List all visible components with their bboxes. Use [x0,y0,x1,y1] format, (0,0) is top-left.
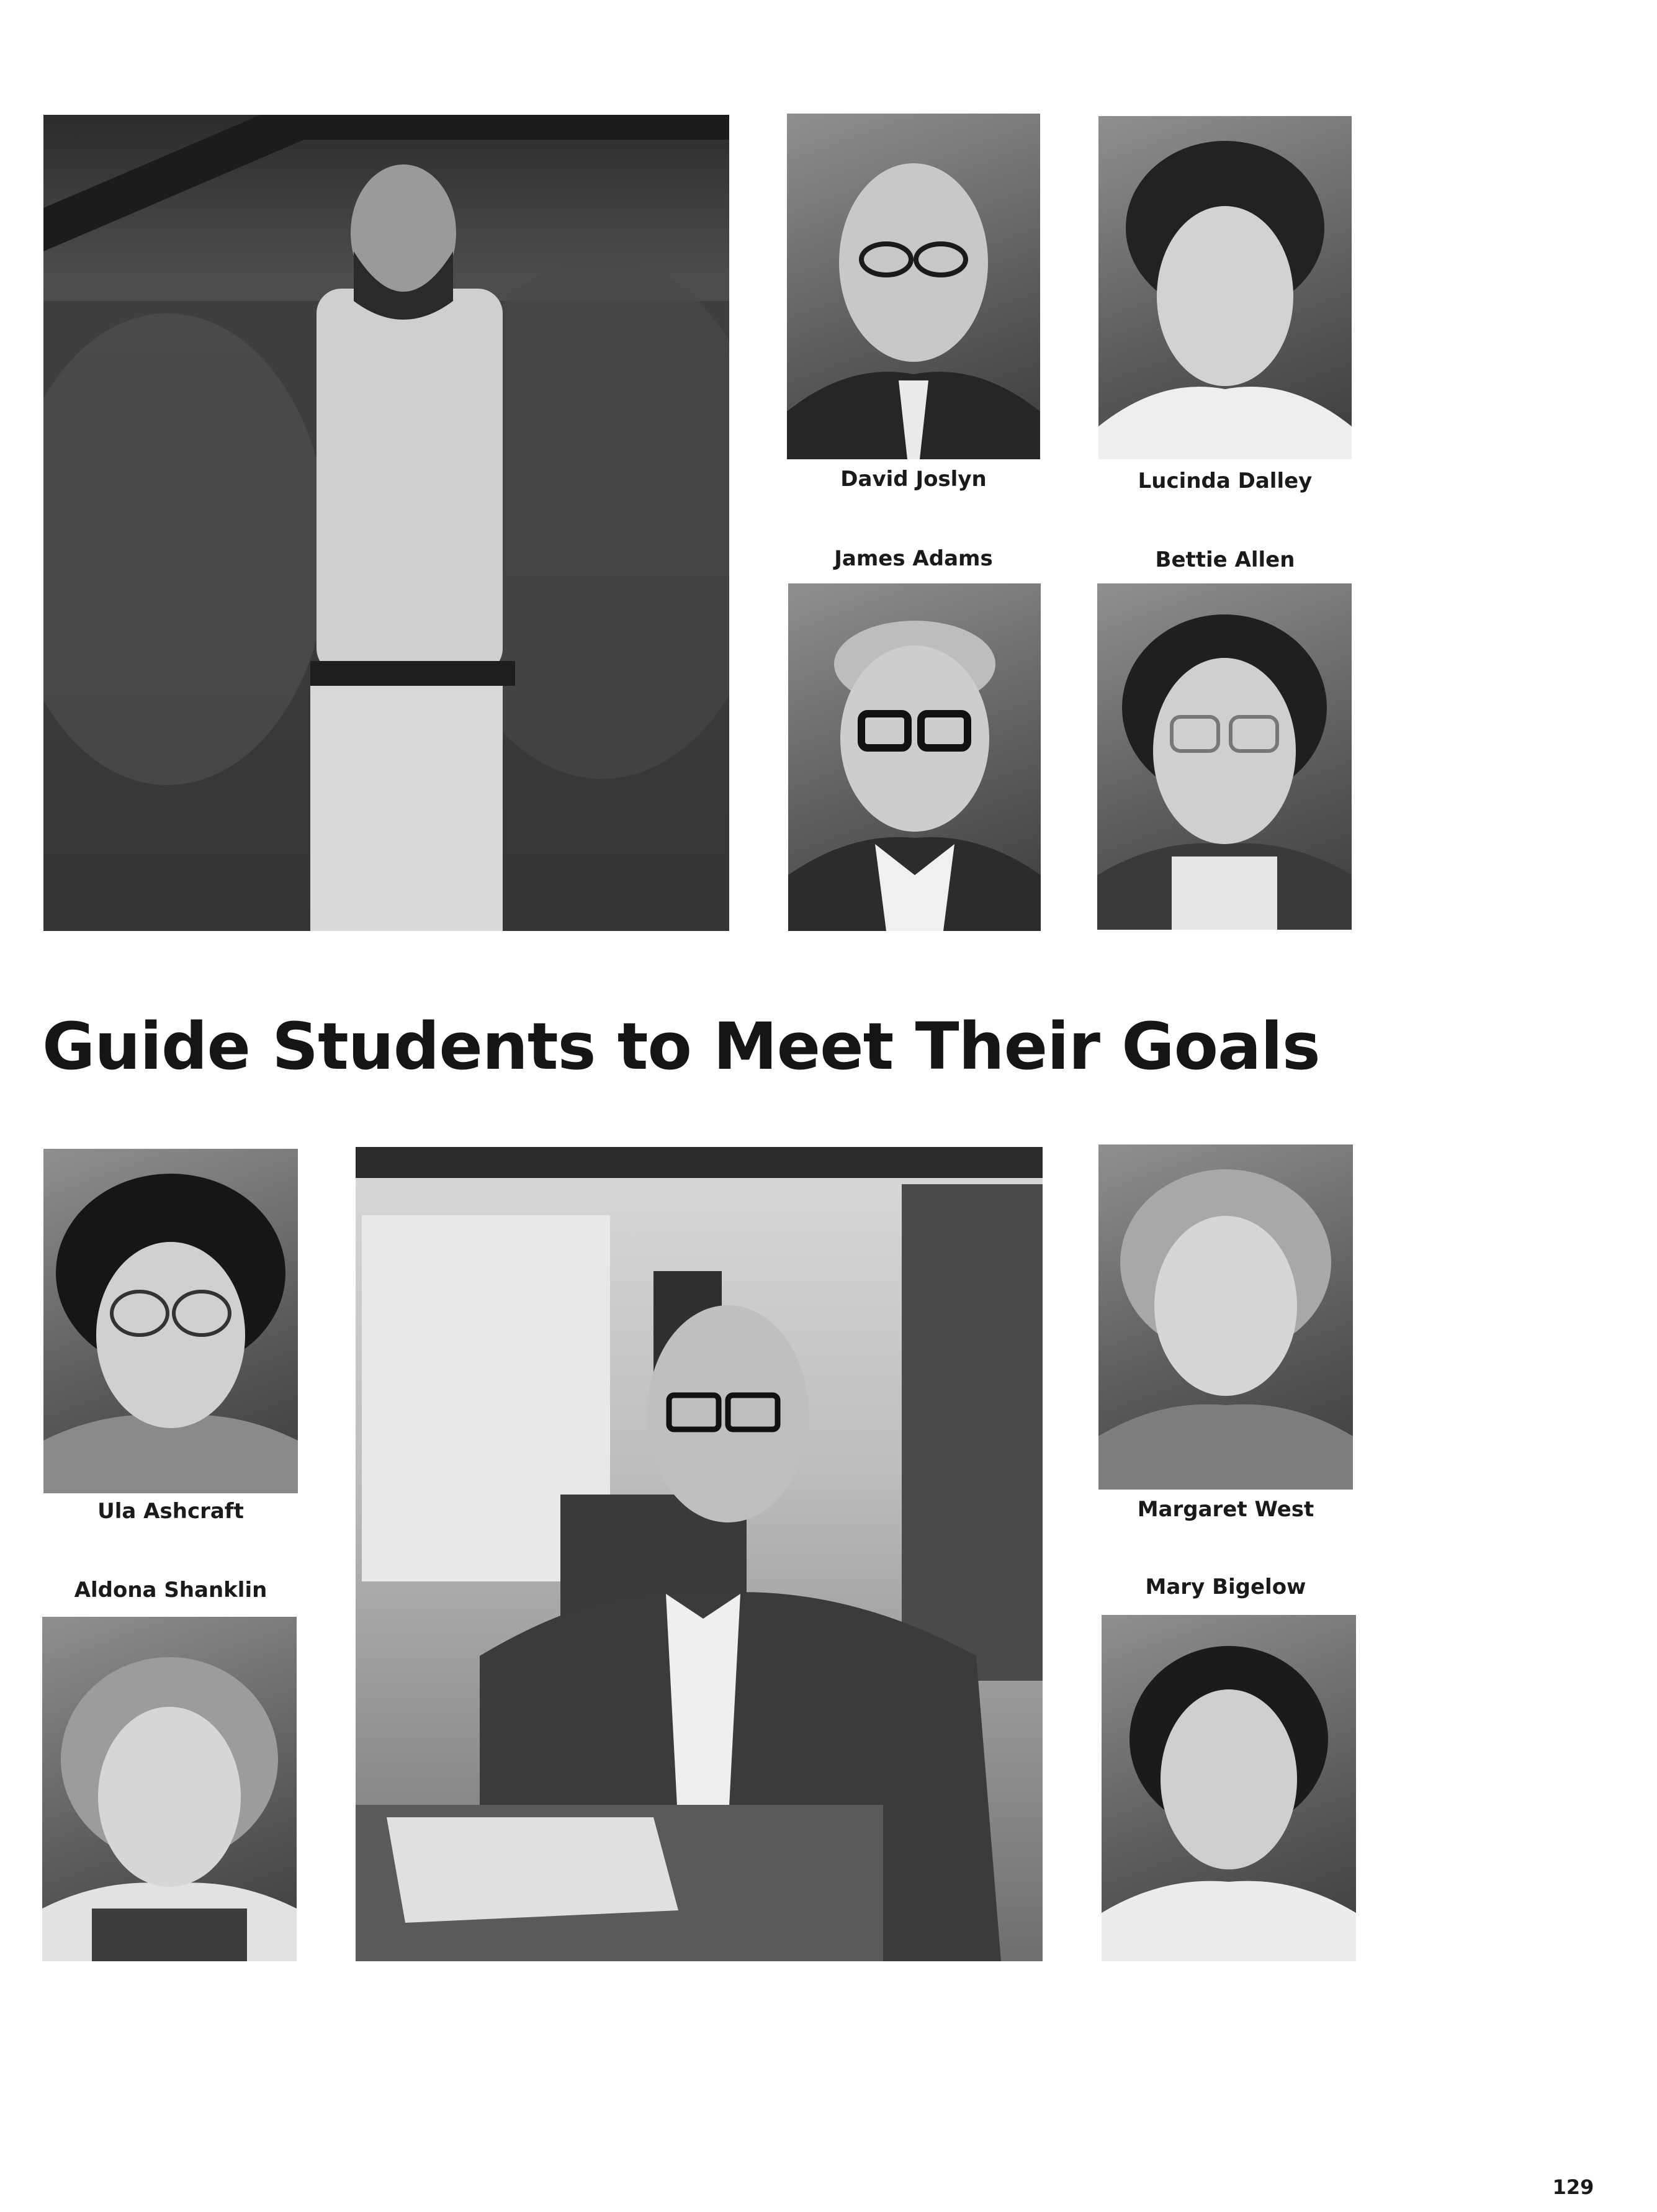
caption-james-adams: James Adams [834,546,993,571]
caption-margaret-west: Margaret West [1137,1497,1314,1522]
portrait-bettie-allen [1097,583,1352,930]
caption-david-joslyn: David Joslyn [840,467,987,492]
portrait-mary-bigelow [1102,1615,1356,1961]
caption-ula-ashcraft: Ula Ashcraft [97,1499,244,1524]
page-headline: Guide Students to Meet Their Goals [42,1009,1320,1084]
portrait-margaret-west [1098,1144,1353,1490]
portrait-ula-ashcraft [43,1149,298,1493]
portrait-james-adams [788,583,1041,931]
caption-mary-bigelow: Mary Bigelow [1145,1575,1306,1599]
portrait-david-joslyn [787,114,1040,459]
portrait-lucinda-dalley [1098,116,1352,459]
caption-aldona-shanklin: Aldona Shanklin [74,1578,267,1603]
caption-lucinda-dalley: Lucinda Dalley [1138,469,1313,493]
candid-photo-man-at-desk [356,1147,1043,1961]
page-number: 129 [1552,2175,1594,2199]
portrait-aldona-shanklin [42,1617,297,1961]
candid-photo-man-outdoors [43,115,729,931]
caption-bettie-allen: Bettie Allen [1155,547,1295,572]
